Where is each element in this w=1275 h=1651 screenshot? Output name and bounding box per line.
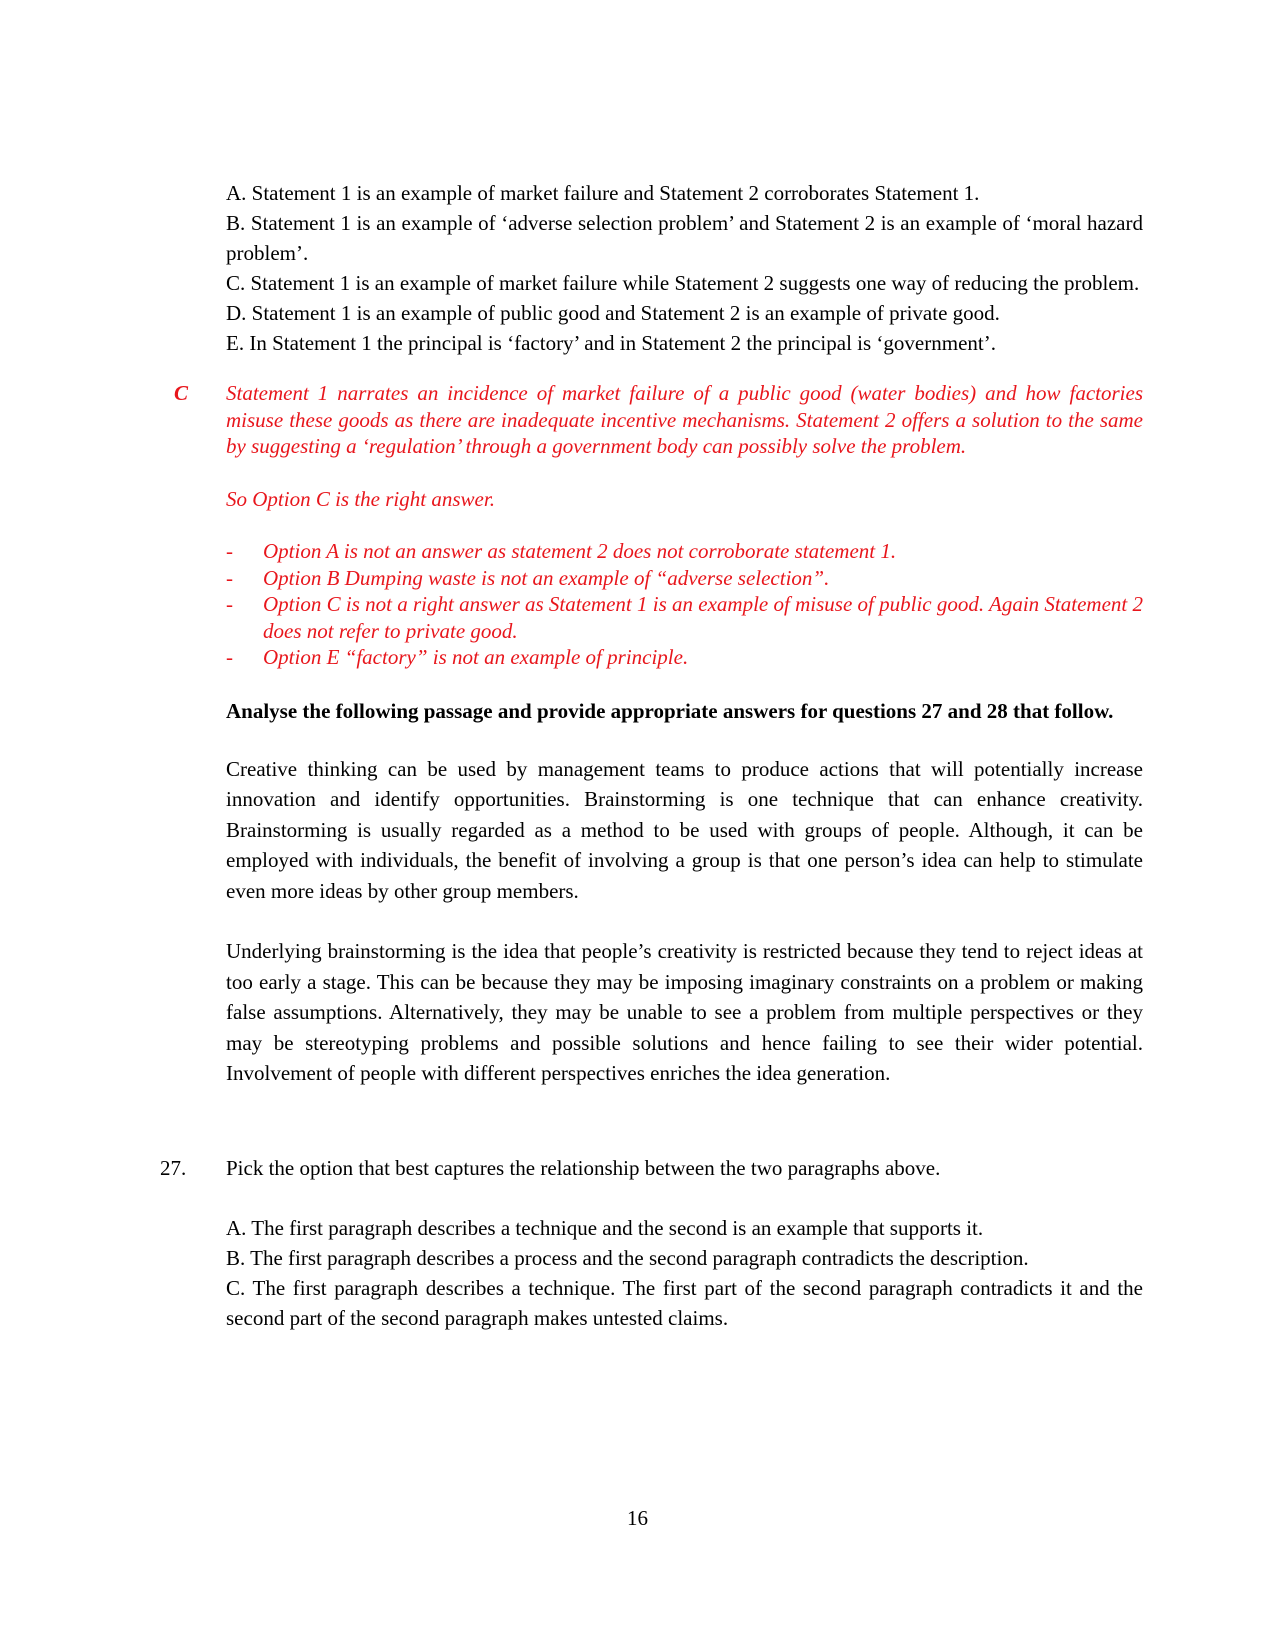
bullet-dash: - xyxy=(226,645,233,669)
option-d: D. Statement 1 is an example of public good and Statement 2 is an example of private good. xyxy=(226,301,1000,325)
reason-text: Option A is not an answer as statement 2 does not corroborate statement 1. xyxy=(263,539,897,563)
bullet-dash: - xyxy=(226,539,233,563)
list-item xyxy=(226,644,1143,671)
reason-text: Option B Dumping waste is not an example of “adverse selection”. xyxy=(263,565,830,590)
answer-conclusion: So Option C is the right answer. xyxy=(226,486,495,511)
reason-text: Option C is not a right answer as Statement 1 is an example of misuse of public good. Again Statement 2 does not refer to private good. xyxy=(263,592,1143,643)
option-e: E. In Statement 1 the principal is ‘factory’ and in Statement 2 the principal is ‘government’. xyxy=(226,331,996,355)
option-c: C. Statement 1 is an example of market failure while Statement 2 suggests one way of reducing the problem. xyxy=(226,271,1140,295)
answer-letter: C xyxy=(174,381,189,405)
passage-instruction: Analyse the following passage and provide appropriate answers for questions 27 and 28 that follow. xyxy=(226,698,1114,723)
passage-paragraph-2: Underlying brainstorming is the idea that people’s creativity is restricted because they tend to reject ideas at too early a stage. This can be because they may be imposing imaginary constraints on a problem or making false assumptions. Alternatively, they may be unable to see a problem from multiple perspectives or they may be stereotyping problems and possible solutions and hence failing to see their wider potential. Involvement of people with different perspectives enriches the idea generation. xyxy=(226,939,1143,1085)
option-a: A. Statement 1 is an example of market failure and Statement 2 corroborates Statement 1. xyxy=(226,181,980,205)
list-item xyxy=(226,565,1143,592)
page-number: 16 xyxy=(627,1506,648,1530)
bullet-dash: - xyxy=(226,592,233,616)
page-content xyxy=(160,178,1143,1333)
answer-explanation-block xyxy=(174,380,1143,671)
question-number: 27. xyxy=(160,1155,187,1180)
option-b: B. Statement 1 is an example of ‘adverse selection problem’ and Statement 2 is an example of ‘moral hazard problem’. xyxy=(226,211,1143,265)
list-item xyxy=(226,538,1143,565)
answer-explanation: Statement 1 narrates an incidence of market failure of a public good (water bodies) and how factories misuse these goods as there are inadequate incentive mechanisms. Statement 2 offers a solution to the same by suggesting a ‘regulation’ through a government body can possibly solve the problem. xyxy=(226,381,1143,458)
passage xyxy=(226,754,1143,1089)
reason-text: Option E “factory” is not an example of principle. xyxy=(263,645,689,669)
previous-question-options xyxy=(226,178,1143,358)
question-option-c: C. The first paragraph describes a technique. The first part of the second paragraph contradicts it and the second part of the second paragraph makes untested claims. xyxy=(226,1275,1143,1330)
question-27 xyxy=(160,1153,1143,1333)
question-option-a: A. The first paragraph describes a technique and the second is an example that supports it. xyxy=(226,1215,984,1240)
question-option-b: B. The first paragraph describes a process and the second paragraph contradicts the description. xyxy=(226,1245,1029,1270)
answer-reasons-list xyxy=(226,538,1143,671)
bullet-dash: - xyxy=(226,565,233,590)
passage-paragraph-1: Creative thinking can be used by management teams to produce actions that will potentially increase innovation and identify opportunities. Brainstorming is one technique that can enhance creativity. Brainstorming is usually regarded as a method to be used with groups of people. Although, it can be employed with individuals, the benefit of involving a group is that one person’s idea can help to stimulate even more ideas by other group members. xyxy=(226,756,1143,903)
question-options xyxy=(226,1213,1143,1333)
list-item xyxy=(226,591,1143,644)
question-text: Pick the option that best captures the relationship between the two paragraphs above. xyxy=(226,1155,941,1180)
